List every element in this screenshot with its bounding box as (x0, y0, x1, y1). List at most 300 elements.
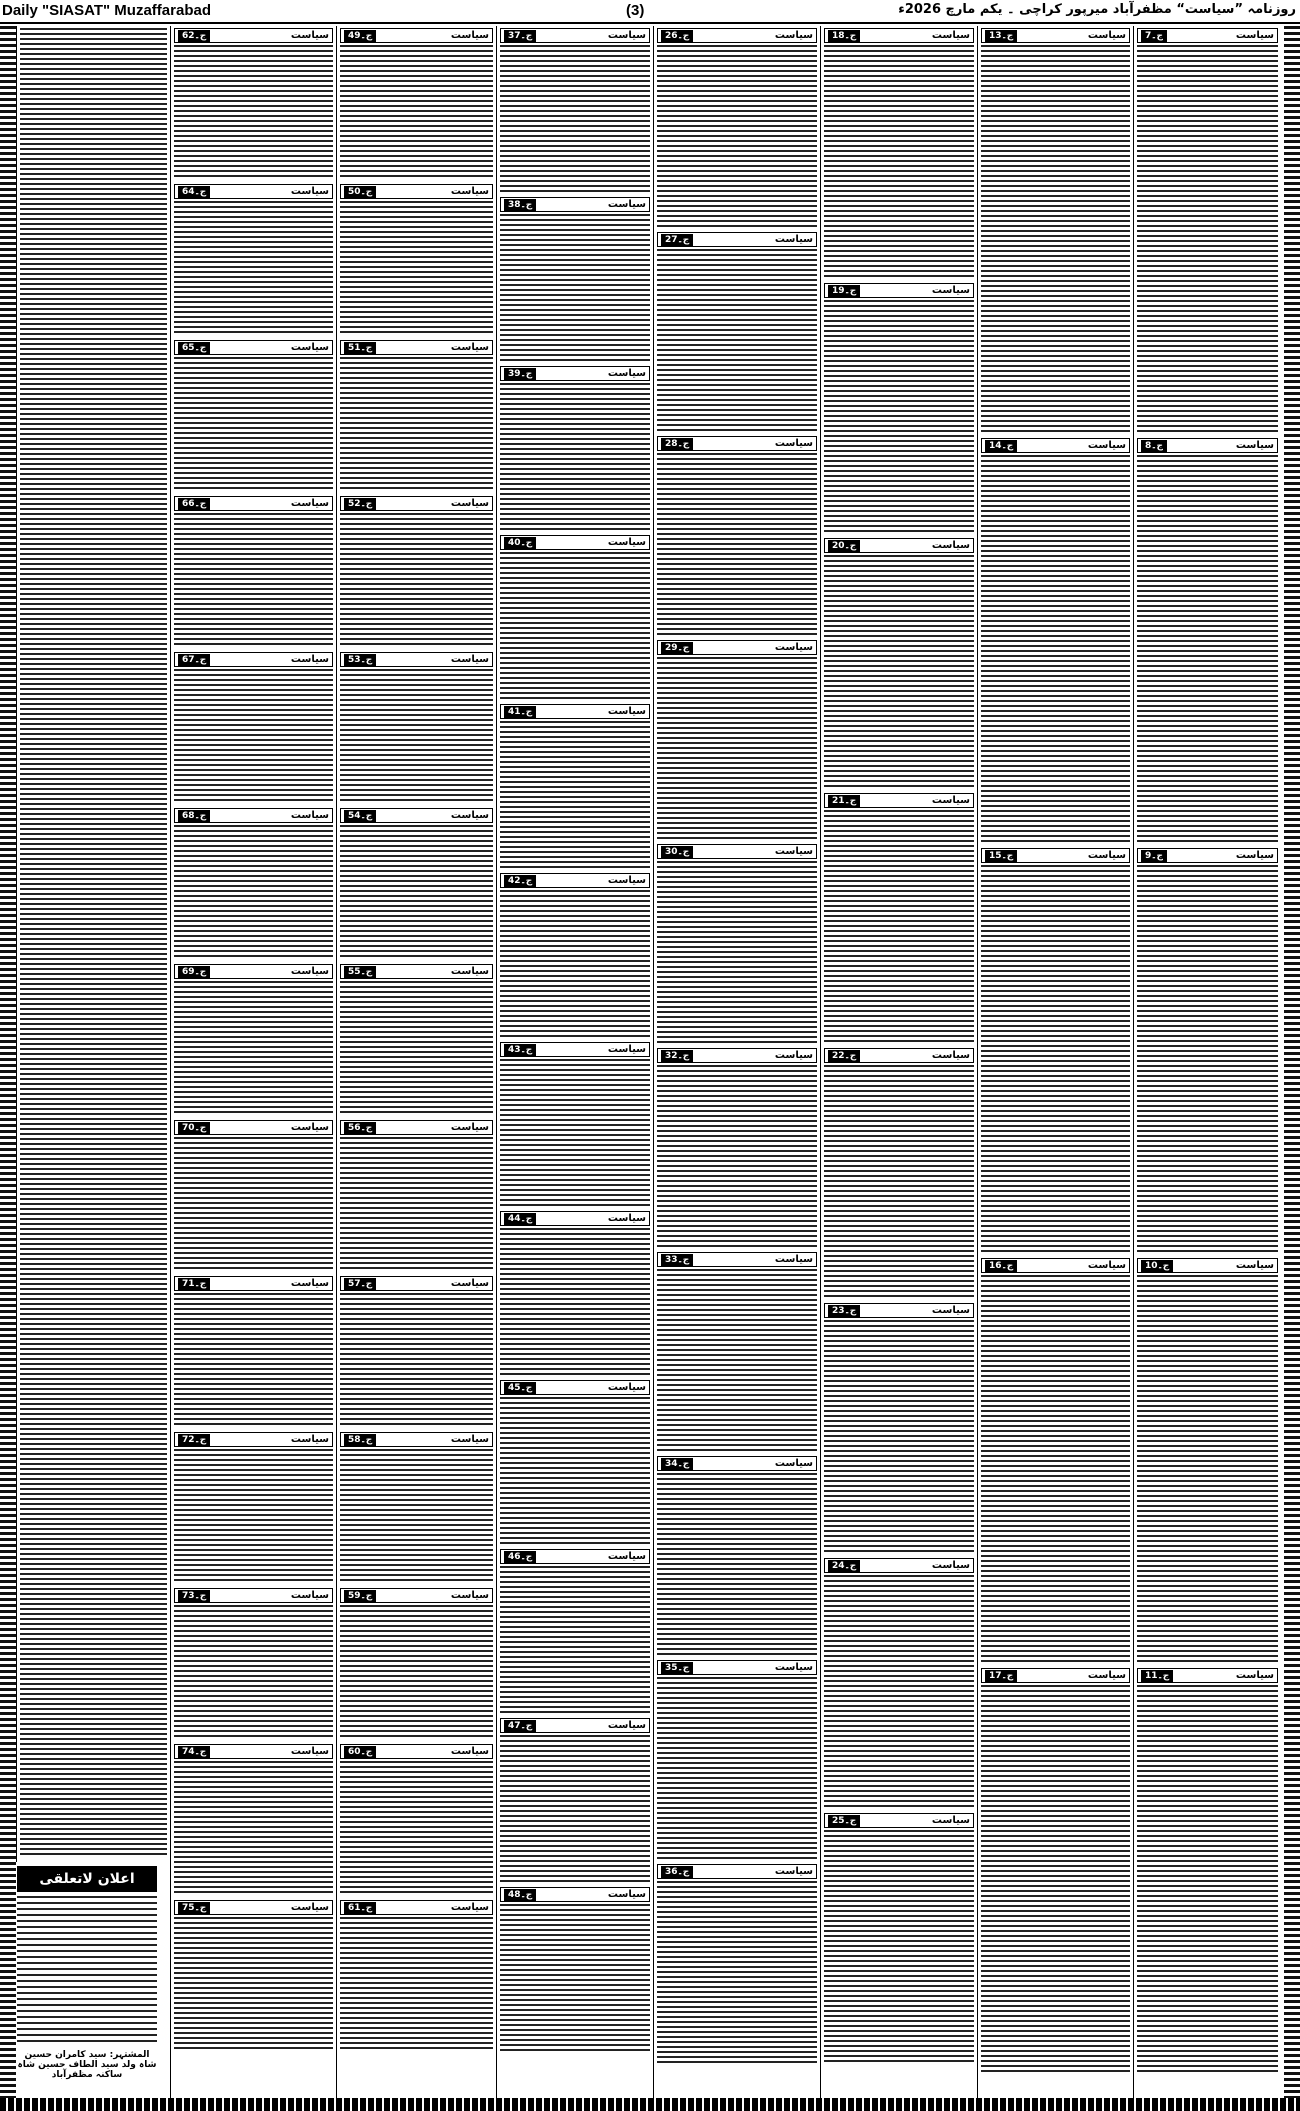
news-item-section-tag: سیاست (607, 30, 646, 41)
news-item-section-tag: سیاست (1087, 30, 1126, 41)
news-item-section-tag: سیاست (290, 498, 329, 509)
news-item-section-tag: سیاست (931, 1305, 970, 1316)
news-item-number: ج۔60 (344, 1746, 376, 1758)
news-item-header (824, 1558, 974, 1573)
news-item-section-tag: سیاست (607, 1551, 646, 1562)
news-item-section-tag: سیاست (607, 1382, 646, 1393)
news-item (824, 538, 974, 789)
news-item-section-tag: سیاست (1235, 850, 1274, 861)
news-item-section-tag: سیاست (450, 810, 489, 821)
news-item-header (174, 496, 333, 511)
news-item-number: ج۔22 (828, 1050, 860, 1062)
news-item-number: ج۔11 (1141, 1670, 1173, 1682)
masthead-right-title: روزنامہ ”سیاست“ مظفرآباد میرپور کراچی ۔ یکم مارچ 2026ء (898, 2, 1296, 17)
news-item-body-text (500, 721, 650, 869)
news-item-number: ج۔67 (178, 654, 210, 666)
news-item-section-tag: سیاست (931, 795, 970, 806)
news-item-section-tag: سیاست (290, 966, 329, 977)
news-item (340, 1900, 493, 2052)
news-item-number: ج۔39 (504, 368, 536, 380)
news-item (340, 808, 493, 960)
news-item-header (500, 1211, 650, 1226)
news-item-section-tag: سیاست (450, 966, 489, 977)
news-item-body-text (500, 1228, 650, 1376)
news-item-body-text (340, 1605, 493, 1740)
news-item (500, 197, 650, 362)
news-item-section-tag: سیاست (1235, 1260, 1274, 1271)
news-item (174, 1588, 333, 1740)
news-item (174, 1120, 333, 1272)
news-item-number: ج۔28 (661, 438, 693, 450)
news-item-body-text (340, 981, 493, 1116)
news-item-body-text (981, 1685, 1130, 2074)
news-item (500, 1380, 650, 1545)
news-item-number: ج۔62 (178, 30, 210, 42)
news-item-header (824, 793, 974, 808)
news-item-body-text (1137, 1275, 1278, 1664)
news-item-section-tag: سیاست (450, 654, 489, 665)
news-item-section-tag: سیاست (607, 1720, 646, 1731)
news-item-body-text (824, 45, 974, 279)
news-item-header (657, 1252, 817, 1267)
news-item (174, 1744, 333, 1896)
news-item-section-tag: سیاست (607, 706, 646, 717)
news-item-section-tag: سیاست (1235, 440, 1274, 451)
news-item-header (340, 1120, 493, 1135)
news-item-section-tag: سیاست (607, 368, 646, 379)
news-item-number: ج۔35 (661, 1662, 693, 1674)
news-item (824, 1558, 974, 1809)
news-item-section-tag: سیاست (1087, 1260, 1126, 1271)
news-item (1137, 438, 1278, 844)
news-item-section-tag: سیاست (450, 1746, 489, 1757)
news-item (824, 28, 974, 279)
news-item (824, 793, 974, 1044)
news-item-section-tag: سیاست (290, 30, 329, 41)
news-item-body-text (174, 1293, 333, 1428)
news-item-header (657, 232, 817, 247)
news-item (824, 1303, 974, 1554)
news-item (340, 652, 493, 804)
news-item-body-text (824, 300, 974, 534)
news-item-header (981, 1668, 1130, 1683)
news-item-number: ج۔47 (504, 1720, 536, 1732)
news-item-header (340, 808, 493, 823)
news-item-section-tag: سیاست (931, 285, 970, 296)
column-8-body-text (20, 28, 167, 1858)
news-item (174, 1276, 333, 1428)
news-item-body-text (174, 1137, 333, 1272)
news-item-section-tag: سیاست (450, 342, 489, 353)
news-item-section-tag: سیاست (1235, 1670, 1274, 1681)
left-decorative-border (0, 26, 16, 2098)
news-item (174, 1432, 333, 1584)
news-item-number: ج۔45 (504, 1382, 536, 1394)
news-item-header (174, 340, 333, 355)
news-item-header (500, 1549, 650, 1564)
news-item-number: ج۔16 (985, 1260, 1017, 1272)
news-item-number: ج۔26 (661, 30, 693, 42)
news-item-header (340, 340, 493, 355)
news-item-number: ج۔57 (344, 1278, 376, 1290)
notice-body-text (17, 1896, 157, 2046)
news-item-header (340, 1900, 493, 1915)
news-item-body-text (340, 45, 493, 180)
news-item-number: ج۔71 (178, 1278, 210, 1290)
news-item-header (340, 652, 493, 667)
news-item-number: ج۔15 (985, 850, 1017, 862)
news-item-body-text (824, 1575, 974, 1809)
news-item-header (657, 1660, 817, 1675)
news-item-header (340, 964, 493, 979)
news-item-number: ج۔29 (661, 642, 693, 654)
news-item-number: ج۔54 (344, 810, 376, 822)
news-item-body-text (824, 1830, 974, 2064)
news-item-number: ج۔61 (344, 1902, 376, 1914)
news-item-number: ج۔64 (178, 186, 210, 198)
news-item (500, 1549, 650, 1714)
news-item (174, 28, 333, 180)
news-item-number: ج۔59 (344, 1590, 376, 1602)
news-item-header (824, 1303, 974, 1318)
news-item-section-tag: سیاست (607, 537, 646, 548)
news-item-section-tag: سیاست (774, 642, 813, 653)
news-item-header (657, 1456, 817, 1471)
news-item-body-text (174, 1761, 333, 1896)
news-item-number: ج۔70 (178, 1122, 210, 1134)
news-item-header (174, 964, 333, 979)
news-item-header (340, 496, 493, 511)
news-item (500, 1211, 650, 1376)
news-item-body-text (981, 455, 1130, 844)
news-item (340, 1276, 493, 1428)
news-item-body-text (174, 201, 333, 336)
news-item-body-text (500, 1059, 650, 1207)
news-item-header (174, 184, 333, 199)
news-item-body-text (340, 201, 493, 336)
news-item-section-tag: سیاست (450, 1278, 489, 1289)
news-item (174, 184, 333, 336)
news-item-body-text (340, 1761, 493, 1896)
news-item-header (500, 366, 650, 381)
bottom-decorative-border (0, 2098, 1300, 2111)
news-item (174, 340, 333, 492)
news-item-header (500, 1042, 650, 1057)
news-item-number: ج۔38 (504, 199, 536, 211)
news-item (981, 848, 1130, 1254)
news-item-header (824, 1813, 974, 1828)
news-item-body-text (340, 669, 493, 804)
news-item-body-text (500, 890, 650, 1038)
news-item-number: ج۔34 (661, 1458, 693, 1470)
news-item (981, 1258, 1130, 1664)
news-item-number: ج۔24 (828, 1560, 860, 1572)
news-item (500, 704, 650, 869)
news-item-header (340, 1432, 493, 1447)
news-item-section-tag: سیاست (931, 1560, 970, 1571)
news-item-number: ج۔49 (344, 30, 376, 42)
column-2 (977, 26, 1133, 2098)
news-item-body-text (174, 45, 333, 180)
news-item-section-tag: سیاست (1235, 30, 1274, 41)
news-item-section-tag: سیاست (607, 875, 646, 886)
news-item-header (981, 1258, 1130, 1273)
news-item-body-text (981, 1275, 1130, 1664)
news-item-section-tag: سیاست (450, 186, 489, 197)
column-5 (496, 26, 653, 2098)
news-item-section-tag: سیاست (450, 1434, 489, 1445)
news-item-body-text (340, 513, 493, 648)
news-item (174, 964, 333, 1116)
news-item-body-text (500, 552, 650, 700)
news-item-header (500, 197, 650, 212)
news-item-header (174, 1120, 333, 1135)
news-item-header (657, 436, 817, 451)
news-item-body-text (174, 357, 333, 492)
news-item-section-tag: سیاست (774, 1866, 813, 1877)
news-item-section-tag: سیاست (774, 1662, 813, 1673)
news-item (500, 1887, 650, 2052)
news-item-header (500, 1380, 650, 1395)
news-item-body-text (174, 1605, 333, 1740)
news-item (981, 28, 1130, 434)
news-item-section-tag: سیاست (774, 1254, 813, 1265)
news-item-header (340, 1588, 493, 1603)
news-item-header (824, 1048, 974, 1063)
news-item-section-tag: سیاست (774, 234, 813, 245)
news-item-number: ج۔8 (1141, 440, 1167, 452)
news-item-header (174, 808, 333, 823)
news-item-number: ج۔21 (828, 795, 860, 807)
news-item-header (500, 28, 650, 43)
news-item-header (824, 28, 974, 43)
news-item-section-tag: سیاست (607, 1889, 646, 1900)
news-item-header (174, 28, 333, 43)
news-item (174, 652, 333, 804)
news-item-header (500, 704, 650, 719)
news-item-section-tag: سیاست (450, 1902, 489, 1913)
news-item-number: ج۔33 (661, 1254, 693, 1266)
news-item-body-text (824, 810, 974, 1044)
news-item (824, 1813, 974, 2064)
news-item-section-tag: سیاست (931, 30, 970, 41)
news-item (1137, 28, 1278, 434)
news-item (340, 1120, 493, 1272)
news-item-body-text (657, 45, 817, 228)
news-item-body-text (657, 1065, 817, 1248)
news-item-body-text (657, 1881, 817, 2064)
news-item-body-text (174, 1917, 333, 2052)
news-item-header (500, 1718, 650, 1733)
news-item-number: ج۔25 (828, 1815, 860, 1827)
news-item (500, 28, 650, 193)
news-item-number: ج۔75 (178, 1902, 210, 1914)
news-item-number: ج۔20 (828, 540, 860, 552)
news-item-number: ج۔9 (1141, 850, 1167, 862)
news-item-number: ج۔23 (828, 1305, 860, 1317)
news-item-header (657, 1048, 817, 1063)
news-item-header (1137, 1668, 1278, 1683)
news-item-number: ج۔58 (344, 1434, 376, 1446)
news-item (500, 1042, 650, 1207)
news-item-section-tag: سیاست (607, 199, 646, 210)
news-item (340, 340, 493, 492)
news-item-header (500, 873, 650, 888)
news-item-section-tag: سیاست (450, 1590, 489, 1601)
news-item-header (981, 848, 1130, 863)
news-item (340, 496, 493, 648)
news-item-section-tag: سیاست (290, 1590, 329, 1601)
news-item-number: ج۔19 (828, 285, 860, 297)
news-item-number: ج۔53 (344, 654, 376, 666)
news-item-body-text (500, 1397, 650, 1545)
news-item-number: ج۔51 (344, 342, 376, 354)
column-8 (16, 26, 170, 1862)
news-item-section-tag: سیاست (1087, 1670, 1126, 1681)
news-item-number: ج۔30 (661, 846, 693, 858)
news-item (340, 28, 493, 180)
column-3 (820, 26, 977, 2098)
news-item (1137, 1668, 1278, 2074)
news-item-number: ج۔13 (985, 30, 1017, 42)
news-item-header (657, 1864, 817, 1879)
news-item-body-text (174, 513, 333, 648)
news-item (340, 184, 493, 336)
news-item (340, 1432, 493, 1584)
news-item-header (174, 1432, 333, 1447)
news-item-number: ج۔14 (985, 440, 1017, 452)
news-item-section-tag: سیاست (290, 1122, 329, 1133)
news-item-number: ج۔32 (661, 1050, 693, 1062)
news-item-number: ج۔68 (178, 810, 210, 822)
news-item-body-text (340, 825, 493, 960)
news-item (981, 1668, 1130, 2074)
news-item-section-tag: سیاست (774, 30, 813, 41)
news-item-header (1137, 28, 1278, 43)
news-item-section-tag: سیاست (290, 1278, 329, 1289)
news-item-section-tag: سیاست (931, 1815, 970, 1826)
news-item-body-text (340, 1293, 493, 1428)
news-item-section-tag: سیاست (607, 1044, 646, 1055)
news-item (657, 640, 817, 840)
news-item-header (981, 28, 1130, 43)
news-item-section-tag: سیاست (290, 1434, 329, 1445)
news-item (340, 1744, 493, 1896)
news-item-body-text (657, 1677, 817, 1860)
news-item-body-text (500, 1904, 650, 2052)
news-item-section-tag: سیاست (290, 186, 329, 197)
news-item-header (981, 438, 1130, 453)
news-item (657, 844, 817, 1044)
column-6 (336, 26, 496, 2098)
news-item-number: ج۔74 (178, 1746, 210, 1758)
news-item-section-tag: سیاست (290, 1902, 329, 1913)
news-item-section-tag: سیاست (774, 1050, 813, 1061)
news-item-body-text (981, 45, 1130, 434)
news-item (657, 1048, 817, 1248)
news-item (1137, 848, 1278, 1254)
news-item-section-tag: سیاست (774, 846, 813, 857)
news-item-body-text (1137, 865, 1278, 1254)
news-item-number: ج۔18 (828, 30, 860, 42)
news-item-section-tag: سیاست (290, 342, 329, 353)
news-item-body-text (340, 1449, 493, 1584)
news-item (1137, 1258, 1278, 1664)
news-item-body-text (657, 1269, 817, 1452)
news-item (500, 366, 650, 531)
notice-title: اعلان لاتعلقی (17, 1866, 157, 1892)
news-item-body-text (657, 657, 817, 840)
news-item-number: ج۔7 (1141, 30, 1167, 42)
news-item-section-tag: سیاست (607, 1213, 646, 1224)
news-item-body-text (1137, 45, 1278, 434)
news-item-number: ج۔41 (504, 706, 536, 718)
news-item-body-text (174, 1449, 333, 1584)
news-item-number: ج۔46 (504, 1551, 536, 1563)
news-item-body-text (500, 1566, 650, 1714)
news-item-number: ج۔55 (344, 966, 376, 978)
news-item (657, 1456, 817, 1656)
news-item-body-text (174, 981, 333, 1116)
news-item-header (500, 1887, 650, 1902)
news-item (174, 1900, 333, 2052)
news-item-body-text (174, 669, 333, 804)
news-item-number: ج۔37 (504, 30, 536, 42)
news-item-body-text (340, 357, 493, 492)
news-item (500, 535, 650, 700)
news-item (500, 1718, 650, 1883)
news-item-section-tag: سیاست (774, 438, 813, 449)
news-item-body-text (500, 1735, 650, 1883)
news-item-body-text (340, 1137, 493, 1272)
news-item-section-tag: سیاست (450, 30, 489, 41)
news-item (657, 1660, 817, 1860)
news-item-body-text (657, 249, 817, 432)
news-item-number: ج۔36 (661, 1866, 693, 1878)
news-item-number: ج۔43 (504, 1044, 536, 1056)
news-item-body-text (657, 861, 817, 1044)
page-number: (3) (626, 2, 645, 19)
news-item-header (1137, 848, 1278, 863)
news-item-header (174, 1744, 333, 1759)
news-item-section-tag: سیاست (931, 540, 970, 551)
news-item-number: ج۔65 (178, 342, 210, 354)
news-item (340, 964, 493, 1116)
news-item-section-tag: سیاست (1087, 850, 1126, 861)
news-item-number: ج۔69 (178, 966, 210, 978)
news-item-body-text (1137, 455, 1278, 844)
news-item-number: ج۔10 (1141, 1260, 1173, 1272)
news-item (824, 283, 974, 534)
news-item-number: ج۔72 (178, 1434, 210, 1446)
news-item (174, 496, 333, 648)
news-item (657, 28, 817, 228)
news-item-number: ج۔73 (178, 1590, 210, 1602)
news-item-body-text (824, 555, 974, 789)
news-item-number: ج۔40 (504, 537, 536, 549)
news-item-header (174, 652, 333, 667)
column-1 (1133, 26, 1281, 2098)
news-item-number: ج۔56 (344, 1122, 376, 1134)
news-item-header (174, 1588, 333, 1603)
news-item-section-tag: سیاست (931, 1050, 970, 1061)
news-item-header (824, 538, 974, 553)
column-4 (653, 26, 820, 2098)
news-item-number: ج۔27 (661, 234, 693, 246)
news-item-body-text (981, 865, 1130, 1254)
news-item-number: ج۔50 (344, 186, 376, 198)
news-item-number: ج۔42 (504, 875, 536, 887)
